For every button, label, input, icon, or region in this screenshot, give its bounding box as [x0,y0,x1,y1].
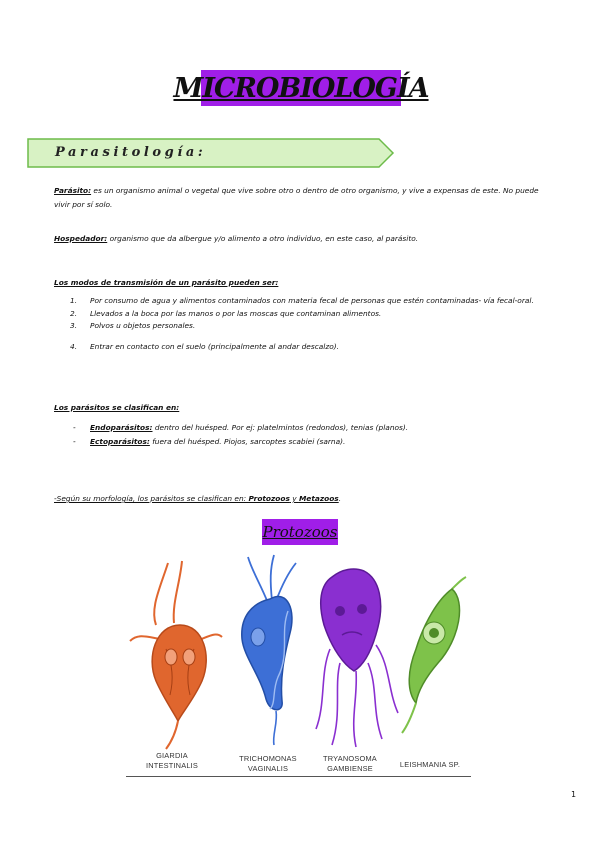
label-line: INTESTINALIS [145,761,199,770]
morphology-prefix: -Según su morfología, los parásitos se clasifican en: [54,494,249,503]
giardia-drawing [130,561,222,749]
list-number: 1. [70,296,78,305]
morphology-conj: y [289,494,299,503]
protozoa-label-trichomonas [226,754,310,774]
list-item [70,308,550,321]
trichomonas-drawing [242,555,296,745]
transmission-list [70,295,550,353]
classification-list [70,421,550,449]
section-title: Parasitología: [55,145,207,160]
morphology-suffix: . [338,494,342,503]
label-line: TRYANOSOMA [323,754,377,763]
definition-term: Hospedador: [54,234,108,243]
definition-parasite [54,184,550,212]
classification-text: fuera del huésped. Piojos, sarcoptes scabiei (sarna). [149,437,346,446]
page-title: MICROBIOLOGÍA [173,72,429,104]
label-line: VAGINALIS [247,764,289,773]
list-item [70,421,550,435]
classification-term: Ectoparásitos: [90,437,150,446]
subtitle: Protozoos [262,523,338,541]
list-item [70,320,550,333]
classification-text: dentro del huésped. Por ej: platelmintos (redondos), tenias (planos). [152,423,409,432]
label-line: LEISHMANIA SP. [399,760,461,769]
definition-text: organismo que da albergue y/o alimento a otro individuo, en este caso, al parásito. [107,234,419,243]
page-number: 1 [571,790,577,799]
list-number: 3. [70,321,78,330]
leishmania-drawing [402,577,466,733]
image-baseline [126,776,471,777]
list-text: Polvos u objetos personales. [90,321,196,330]
trypanosoma-drawing [316,569,398,747]
classification-term: Endoparásitos: [90,423,153,432]
definition-text: es un organismo animal o vegetal que vive sobre otro o dentro de otro organismo, y vive a expensas de este. No puede vivir por sí solo. [54,186,539,209]
list-text: Llevados a la boca por las manos o por las moscas que contaminan alimentos. [90,308,382,318]
morphology-term-metazoos: Metazoos [298,494,339,503]
definition-host [54,232,550,246]
list-bullet: - [73,437,76,446]
label-line: GIARDIA [156,751,188,760]
morphology-sentence [54,494,341,503]
list-number: 4. [70,341,78,351]
label-line: GAMBIENSE [327,764,373,773]
list-item [70,295,550,308]
list-item [70,435,550,449]
subtitle-banner [262,519,338,545]
protozoa-label-leishmania [392,760,468,770]
definition-term: Parásito: [54,186,92,195]
protozoa-label-trypanosoma [306,754,394,774]
morphology-term-protozoos: Protozoos [248,494,290,503]
classification-heading: Los parásitos se clasifican en: [54,403,180,412]
protozoa-illustration [120,553,480,753]
transmission-heading: Los modos de transmisión de un parásito pueden ser: [54,278,279,287]
section-banner [27,138,395,168]
list-number: 2. [70,308,78,318]
title-banner [173,70,429,106]
protozoa-label-giardia [134,751,210,771]
list-bullet: - [73,423,76,432]
list-item [70,341,550,354]
label-line: TRICHOMONAS [239,754,297,763]
list-text: Por consumo de agua y alimentos contaminados con materia fecal de personas que estén contaminadas- vía fecal-oral. [90,296,534,305]
list-text: Entrar en contacto con el suelo (principalmente al andar descalzo). [90,341,339,351]
